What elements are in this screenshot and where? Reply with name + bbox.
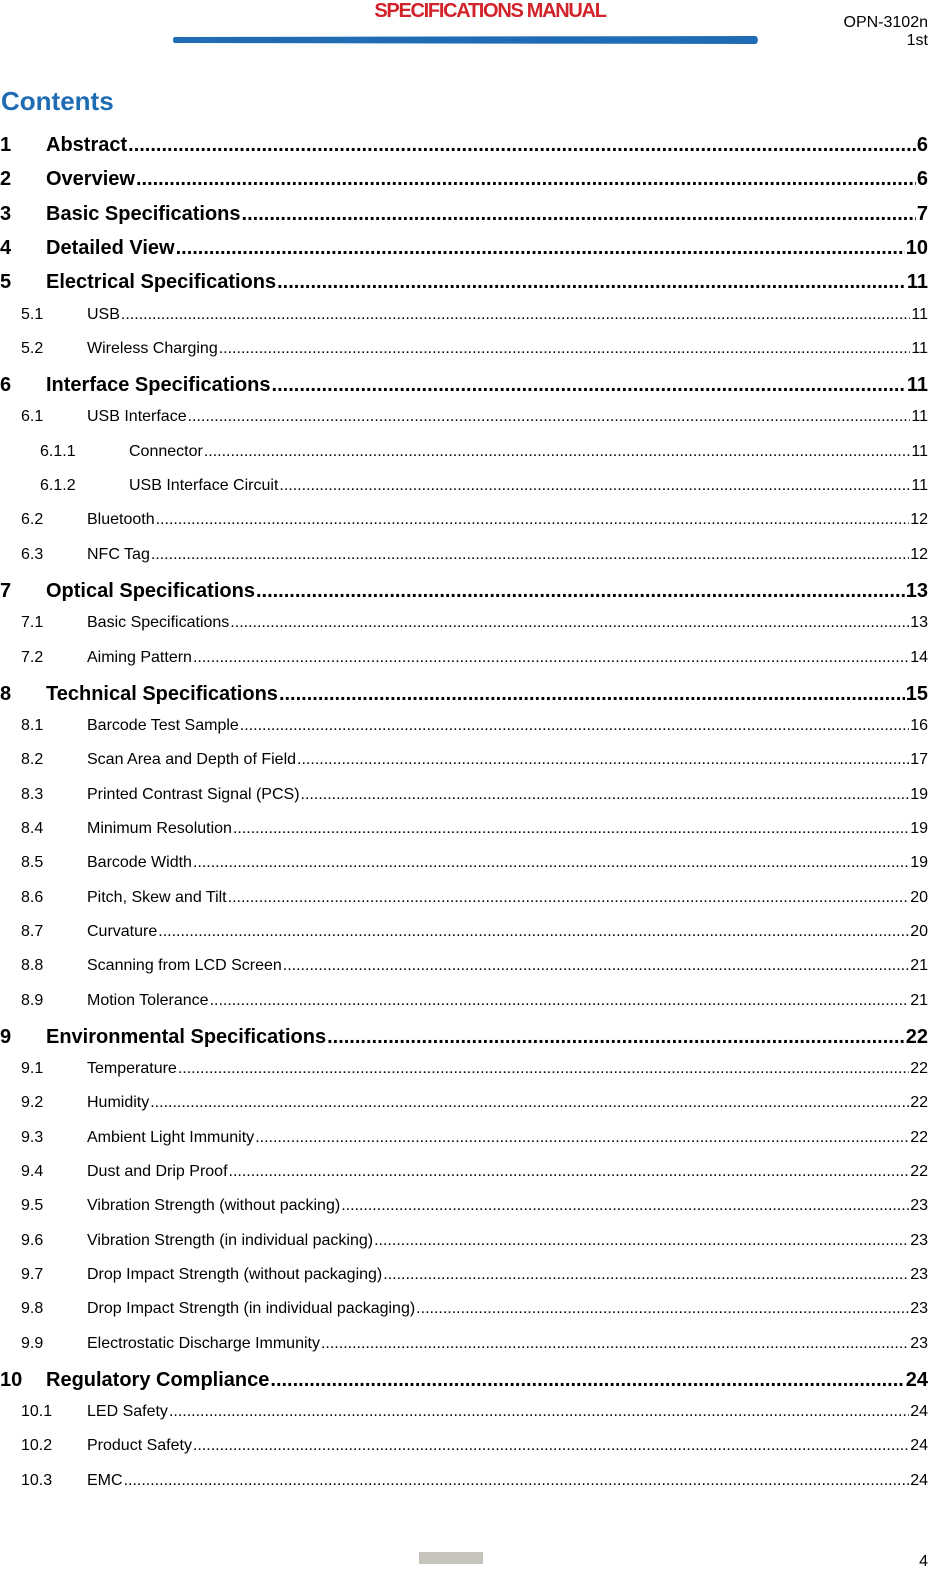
- toc-entry-number: 8.8: [21, 957, 44, 975]
- toc-entry-page: 7: [916, 202, 928, 225]
- toc-entry-title: Barcode Width: [87, 854, 192, 872]
- toc-entry[interactable]: [21, 1232, 928, 1256]
- toc-entry-page: 22: [910, 1060, 928, 1078]
- toc-dot-leader: [121, 306, 910, 324]
- toc-entry-number: 6.1.1: [40, 442, 76, 460]
- toc-entry[interactable]: [21, 1094, 928, 1118]
- toc-dot-leader: [204, 443, 911, 461]
- toc-entry[interactable]: [21, 820, 928, 844]
- toc-dot-leader: [383, 1266, 909, 1284]
- toc-entry-number: 5.2: [21, 339, 44, 357]
- toc-entry[interactable]: [21, 614, 928, 638]
- toc-dot-leader: [193, 649, 909, 667]
- toc-entry-number: 5: [0, 271, 12, 294]
- toc-entry-number: 8.2: [21, 751, 44, 769]
- toc-entry-number: 9.6: [21, 1231, 44, 1249]
- toc-entry[interactable]: [0, 134, 928, 162]
- toc-entry-page: 22: [910, 1094, 928, 1112]
- toc-entry[interactable]: [21, 751, 928, 775]
- toc-entry-title: Optical Specifications: [46, 579, 255, 602]
- toc-entry-page: 23: [910, 1197, 928, 1215]
- toc-entry[interactable]: [0, 1026, 928, 1054]
- toc-entry[interactable]: [21, 1266, 928, 1290]
- page-number: 4: [919, 1553, 928, 1570]
- toc-entry-page: 19: [910, 785, 928, 803]
- toc-entry[interactable]: [40, 477, 928, 501]
- toc-entry-number: 7.1: [21, 614, 44, 632]
- toc-entry-page: 21: [910, 957, 928, 975]
- toc-entry-page: 11: [906, 374, 928, 397]
- toc-entry-number: 6.2: [21, 511, 44, 529]
- toc-entry[interactable]: [21, 992, 928, 1016]
- toc-entry-title: Scan Area and Depth of Field: [87, 751, 297, 769]
- toc-entry-number: 9.3: [21, 1128, 44, 1146]
- toc-entry-number: 9.4: [21, 1163, 44, 1180]
- doc-number: OPN-3102n: [843, 14, 928, 31]
- toc-entry-number: 8.1: [21, 717, 44, 735]
- toc-entry-page: 17: [910, 751, 928, 769]
- toc-entry-title: Wireless Charging: [87, 339, 218, 357]
- toc-entry-title: Overview: [46, 168, 135, 191]
- toc-dot-leader: [240, 717, 909, 735]
- toc-entry[interactable]: [21, 957, 928, 981]
- toc-entry[interactable]: [21, 1197, 928, 1221]
- toc-entry-number: 8.9: [21, 991, 44, 1009]
- toc-dot-leader: [279, 477, 910, 495]
- toc-entry-title: Electrostatic Discharge Immunity: [87, 1334, 320, 1352]
- toc-entry-number: 8.6: [21, 888, 44, 906]
- toc-entry-number: 9.9: [21, 1334, 44, 1352]
- toc-entry-number: 10: [0, 1368, 23, 1391]
- toc-dot-leader: [297, 751, 909, 769]
- toc-dot-leader: [270, 1369, 904, 1392]
- toc-entry-number: 8.4: [21, 820, 44, 837]
- toc-entry[interactable]: [21, 511, 928, 535]
- toc-entry[interactable]: [21, 649, 928, 673]
- toc-entry-number: 10.3: [21, 1471, 53, 1489]
- toc-entry[interactable]: [21, 306, 928, 330]
- toc-entry[interactable]: [21, 923, 928, 947]
- toc-entry-title: USB: [87, 305, 120, 323]
- toc-entry-title: Dust and Drip Proof: [87, 1163, 228, 1180]
- toc-entry-page: 19: [910, 820, 928, 837]
- toc-entry-number: 1: [0, 134, 12, 156]
- toc-entry-page: 11: [911, 442, 928, 460]
- toc-entry-number: 9.7: [21, 1265, 44, 1283]
- toc-entry-title: Drop Impact Strength (without packaging): [87, 1265, 383, 1283]
- toc-dot-leader: [272, 374, 906, 397]
- toc-entry-page: 20: [910, 922, 928, 940]
- toc-entry-page: 15: [905, 682, 928, 705]
- toc-entry-title: Environmental Specifications: [46, 1025, 327, 1048]
- toc-entry-page: 24: [905, 1368, 928, 1391]
- toc-entry-title: Temperature: [87, 1060, 177, 1078]
- toc-dot-leader: [279, 683, 905, 706]
- toc-entry-page: 23: [910, 1265, 928, 1283]
- toc-entry-number: 6.1: [21, 408, 44, 426]
- toc-dot-leader: [255, 1129, 909, 1147]
- toc-entry-page: 23: [910, 1334, 928, 1352]
- toc-entry[interactable]: [21, 786, 928, 810]
- toc-dot-leader: [341, 1197, 909, 1215]
- manual-title: SPECIFICATIONS MANUAL: [374, 0, 606, 22]
- toc-entry-number: 5.1: [21, 305, 44, 323]
- toc-entry-page: 21: [910, 991, 928, 1009]
- toc-entry-number: 9.8: [21, 1300, 44, 1318]
- toc-entry-title: Ambient Light Immunity: [87, 1128, 255, 1146]
- toc-entry-number: 7.2: [21, 648, 44, 666]
- toc-entry[interactable]: [21, 340, 928, 364]
- toc-dot-leader: [156, 511, 910, 529]
- toc-entry[interactable]: [0, 1369, 928, 1397]
- toc-entry-title: Barcode Test Sample: [87, 717, 239, 735]
- toc-dot-leader: [229, 1163, 910, 1181]
- toc-dot-leader: [301, 786, 910, 804]
- toc-entry-page: 14: [910, 648, 928, 666]
- toc-entry-number: 9.1: [21, 1060, 44, 1078]
- toc-entry-title: Connector: [129, 442, 203, 460]
- toc-entry[interactable]: [21, 1472, 928, 1496]
- toc-dot-leader: [136, 168, 916, 191]
- toc-entry-page: 11: [911, 477, 928, 494]
- toc-entry-page: 6: [916, 134, 928, 156]
- toc-entry-number: 3: [0, 202, 12, 225]
- toc-entry[interactable]: [21, 1129, 928, 1153]
- toc-entry-page: 12: [910, 511, 928, 529]
- toc-entry-title: Electrical Specifications: [46, 271, 277, 294]
- toc-dot-leader: [233, 820, 909, 838]
- toc-entry-title: LED Safety: [87, 1403, 168, 1421]
- toc-entry-page: 16: [910, 717, 928, 735]
- toc-entry-page: 6: [916, 168, 928, 191]
- toc-dot-leader: [219, 340, 911, 358]
- toc-entry[interactable]: [0, 237, 928, 265]
- contents-heading: Contents: [1, 86, 114, 116]
- toc-entry[interactable]: [0, 168, 928, 196]
- doc-edition: 1st: [906, 32, 928, 49]
- toc-entry-page: 11: [906, 271, 928, 294]
- toc-dot-leader: [188, 408, 911, 426]
- toc-entry-page: 22: [910, 1163, 928, 1180]
- toc-entry-number: 9.5: [21, 1197, 44, 1215]
- toc-dot-leader: [374, 1232, 909, 1250]
- toc-dot-leader: [283, 957, 909, 975]
- toc-dot-leader: [277, 271, 906, 294]
- toc-entry-title: NFC Tag: [87, 545, 150, 563]
- toc-entry-title: Basic Specifications: [46, 202, 241, 225]
- toc-entry-number: 2: [0, 168, 12, 191]
- toc-dot-leader: [124, 1472, 910, 1490]
- toc-entry-title: EMC: [87, 1471, 123, 1489]
- toc-entry-page: 24: [910, 1471, 928, 1489]
- toc-entry[interactable]: [21, 1403, 928, 1427]
- toc-entry[interactable]: [21, 854, 928, 878]
- toc-dot-leader: [193, 1437, 909, 1455]
- toc-dot-leader: [150, 1094, 909, 1112]
- toc-entry-page: 24: [910, 1437, 928, 1455]
- toc-entry[interactable]: [21, 717, 928, 741]
- toc-entry-page: 12: [910, 545, 928, 563]
- toc-dot-leader: [210, 992, 910, 1010]
- toc-entry-title: Abstract: [46, 134, 128, 156]
- toc-entry-number: 6.3: [21, 545, 44, 563]
- toc-entry-title: Regulatory Compliance: [46, 1368, 270, 1391]
- toc-entry-page: 24: [910, 1403, 928, 1421]
- toc-entry-page: 13: [905, 579, 928, 602]
- toc-entry-title: Detailed View: [46, 236, 175, 259]
- toc-entry-title: USB Interface: [87, 408, 187, 426]
- toc-entry-page: 11: [911, 408, 928, 426]
- toc-entry-number: 10.1: [21, 1403, 53, 1421]
- toc-dot-leader: [169, 1403, 909, 1421]
- toc-entry-page: 19: [910, 854, 928, 872]
- toc-entry-title: Technical Specifications: [46, 682, 278, 705]
- toc-entry[interactable]: [0, 580, 928, 608]
- toc-entry-page: 10: [905, 236, 928, 259]
- toc-entry[interactable]: [21, 1335, 928, 1359]
- toc-dot-leader: [256, 580, 905, 603]
- toc-dot-leader: [128, 134, 916, 157]
- toc-entry[interactable]: [21, 1300, 928, 1324]
- footer-decoration: [419, 1552, 483, 1564]
- toc-dot-leader: [321, 1335, 909, 1353]
- toc-dot-leader: [416, 1300, 909, 1318]
- toc-entry-page: 23: [910, 1231, 928, 1249]
- toc-entry-title: USB Interface Circuit: [129, 477, 279, 494]
- toc-entry-title: Curvature: [87, 922, 158, 940]
- toc-entry-page: 22: [905, 1025, 928, 1048]
- toc-entry-title: Basic Specifications: [87, 614, 230, 632]
- toc-entry[interactable]: [0, 271, 928, 299]
- toc-entry-number: 8.3: [21, 785, 44, 803]
- toc-entry-number: 4: [0, 236, 12, 259]
- toc-dot-leader: [193, 854, 909, 872]
- toc-dot-leader: [228, 889, 910, 907]
- toc-dot-leader: [176, 237, 905, 260]
- toc-entry-page: 11: [911, 339, 928, 357]
- toc-dot-leader: [178, 1060, 909, 1078]
- toc-entry-number: 6: [0, 374, 12, 397]
- toc-entry-title: Interface Specifications: [46, 374, 271, 397]
- toc-entry[interactable]: [0, 203, 928, 231]
- toc-entry[interactable]: [21, 1163, 928, 1187]
- toc-dot-leader: [327, 1026, 905, 1049]
- toc-entry-number: 8.7: [21, 922, 44, 940]
- toc-entry-number: 6.1.2: [40, 477, 76, 494]
- toc-entry-title: Product Safety: [87, 1437, 192, 1455]
- toc-entry-number: 10.2: [21, 1437, 53, 1455]
- toc-entry-page: 23: [910, 1300, 928, 1318]
- toc-entry[interactable]: [21, 408, 928, 432]
- toc-entry-title: Pitch, Skew and Tilt: [87, 888, 227, 906]
- toc-entry-title: Drop Impact Strength (in individual packaging): [87, 1300, 416, 1318]
- toc-entry-title: Aiming Pattern: [87, 648, 192, 666]
- toc-entry-title: Humidity: [87, 1094, 150, 1112]
- toc-entry-title: Scanning from LCD Screen: [87, 957, 282, 975]
- toc-entry-page: 20: [910, 888, 928, 906]
- toc-entry-title: Minimum Resolution: [87, 820, 232, 837]
- toc-entry-page: 13: [910, 614, 928, 632]
- toc-dot-leader: [158, 923, 909, 941]
- toc-entry[interactable]: [21, 1060, 928, 1084]
- toc-entry-title: Vibration Strength (without packing): [87, 1197, 341, 1215]
- toc-entry[interactable]: [21, 889, 928, 913]
- toc-entry-title: Bluetooth: [87, 511, 155, 529]
- toc-dot-leader: [242, 203, 916, 226]
- toc-entry[interactable]: [21, 1437, 928, 1461]
- toc-entry-number: 9: [0, 1025, 12, 1048]
- toc-entry-page: 11: [911, 305, 928, 323]
- toc-entry-number: 9.2: [21, 1094, 44, 1112]
- toc-dot-leader: [151, 546, 909, 564]
- toc-entry[interactable]: [0, 374, 928, 402]
- toc-entry-title: Printed Contrast Signal (PCS): [87, 785, 300, 803]
- toc-entry-number: 7: [0, 579, 12, 602]
- toc-entry-title: Motion Tolerance: [87, 991, 209, 1009]
- toc-entry[interactable]: [40, 443, 928, 467]
- toc-entry[interactable]: [21, 546, 928, 570]
- toc-entry-title: Vibration Strength (in individual packing): [87, 1231, 374, 1249]
- toc-entry[interactable]: [0, 683, 928, 711]
- toc-dot-leader: [230, 614, 909, 632]
- toc-entry-number: 8: [0, 682, 12, 705]
- toc-entry-number: 8.5: [21, 854, 44, 872]
- toc-entry-page: 22: [910, 1128, 928, 1146]
